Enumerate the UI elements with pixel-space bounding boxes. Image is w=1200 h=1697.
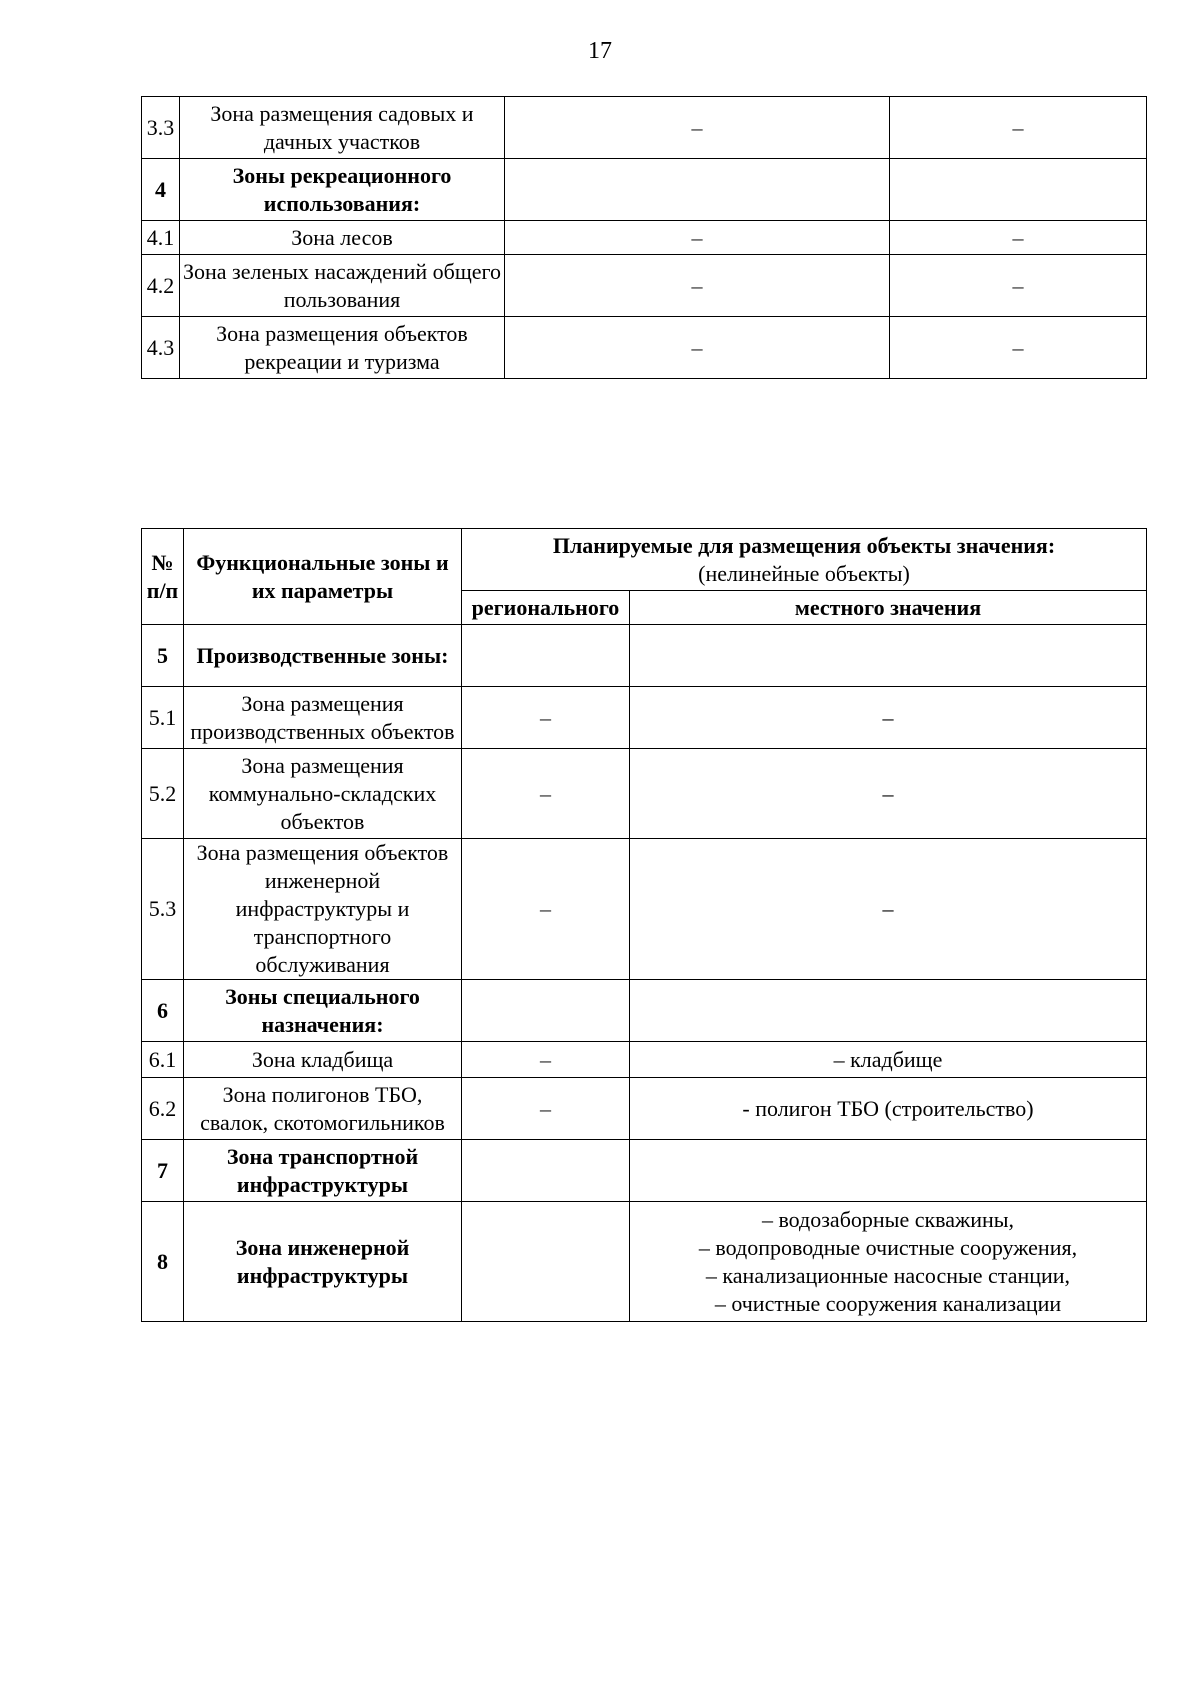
local-object-item: – водозаборные скважины,	[761, 1206, 1015, 1232]
zone-group-label: Зоны рекреационного использования:	[180, 159, 505, 221]
table-row	[142, 687, 1147, 749]
row-number: 4.1	[142, 221, 180, 255]
table-row	[142, 97, 1147, 159]
local-value	[630, 1042, 1147, 1078]
row-number: 6.1	[142, 1042, 184, 1078]
regional-value: –	[505, 255, 890, 317]
header-zones: Функциональные зоны и их параметры	[184, 529, 462, 625]
zones-table-continued	[141, 96, 1147, 379]
local-value	[630, 625, 1147, 687]
local-object-item: - полигон ТБО (строительство)	[742, 1095, 1034, 1121]
regional-value: –	[505, 317, 890, 379]
table-row	[142, 221, 1147, 255]
header-row	[142, 529, 1147, 591]
zone-label: Зона размещения коммунально-складских объектов	[184, 749, 462, 839]
table-row	[142, 1078, 1147, 1140]
page-number: 17	[588, 38, 612, 64]
local-object-item: –	[882, 780, 894, 806]
table-row	[142, 749, 1147, 839]
zone-label: Зона размещения объектов инженерной инфраструктуры и транспортного обслуживания	[184, 839, 462, 980]
local-value	[630, 980, 1147, 1042]
table-row	[142, 1140, 1147, 1202]
table-row	[142, 1042, 1147, 1078]
local-object-item: –	[882, 896, 894, 921]
local-value	[630, 749, 1147, 839]
header-regional: регионального	[462, 591, 630, 625]
local-value	[630, 1140, 1147, 1202]
zone-label: Зона зеленых насаждений общего пользования	[180, 255, 505, 317]
local-value	[890, 159, 1147, 221]
local-value: –	[890, 317, 1147, 379]
zone-group-label: Зоны специального назначения:	[184, 980, 462, 1042]
local-value	[630, 839, 1147, 980]
regional-value: –	[505, 221, 890, 255]
header-local: местного значения	[630, 591, 1147, 625]
table-row	[142, 317, 1147, 379]
header-planned	[462, 529, 1147, 591]
regional-value: –	[462, 1042, 630, 1078]
zone-label: Зона размещения объектов рекреации и туризма	[180, 317, 505, 379]
regional-value	[462, 1140, 630, 1202]
table-row	[142, 625, 1147, 687]
table-row	[142, 839, 1147, 980]
row-number: 6.2	[142, 1078, 184, 1140]
local-object-item: – канализационные насосные станции,	[705, 1262, 1071, 1288]
regional-value	[505, 159, 890, 221]
local-value: –	[890, 97, 1147, 159]
regional-value: –	[462, 687, 630, 749]
table-row	[142, 159, 1147, 221]
regional-value: –	[505, 97, 890, 159]
regional-value: –	[462, 749, 630, 839]
row-number: 4	[142, 159, 180, 221]
row-number: 5.3	[142, 839, 184, 980]
zone-group-label: Производственные зоны:	[184, 625, 462, 687]
local-value	[630, 687, 1147, 749]
regional-value: –	[462, 1078, 630, 1140]
local-value	[630, 1202, 1147, 1322]
zone-label: Зона кладбища	[184, 1042, 462, 1078]
regional-value: –	[462, 839, 630, 980]
regional-value	[462, 1202, 630, 1322]
row-number: 6	[142, 980, 184, 1042]
row-number: 5	[142, 625, 184, 687]
row-number: 5.2	[142, 749, 184, 839]
zone-label: Зона полигонов ТБО, свалок, скотомогильников	[184, 1078, 462, 1140]
header-number: № п/п	[142, 529, 184, 625]
table-row	[142, 1202, 1147, 1322]
header-planned-subtitle: (нелинейные объекты)	[698, 560, 910, 586]
local-object-item: – кладбище	[833, 1046, 943, 1072]
local-object-item: – водопроводные очистные сооружения,	[698, 1234, 1078, 1260]
regional-value	[462, 980, 630, 1042]
row-number: 4.3	[142, 317, 180, 379]
zone-group-label: Зона инженерной инфраструктуры	[184, 1202, 462, 1322]
zone-label: Зона размещения производственных объектов	[184, 687, 462, 749]
row-number: 3.3	[142, 97, 180, 159]
row-number: 4.2	[142, 255, 180, 317]
zone-label: Зона лесов	[180, 221, 505, 255]
header-planned-title: Планируемые для размещения объекты значения:	[552, 532, 1056, 558]
regional-value	[462, 625, 630, 687]
row-number: 7	[142, 1140, 184, 1202]
row-number: 5.1	[142, 687, 184, 749]
local-value: –	[890, 221, 1147, 255]
table-row	[142, 980, 1147, 1042]
table-row	[142, 255, 1147, 317]
zone-group-label: Зона транспортной инфраструктуры	[184, 1140, 462, 1202]
local-object-item: – очистные сооружения канализации	[714, 1290, 1062, 1316]
local-value	[630, 1078, 1147, 1140]
planned-objects-table	[141, 528, 1147, 1322]
local-object-item: –	[882, 704, 894, 730]
zone-label: Зона размещения садовых и дачных участков	[180, 97, 505, 159]
row-number: 8	[142, 1202, 184, 1322]
local-value: –	[890, 255, 1147, 317]
